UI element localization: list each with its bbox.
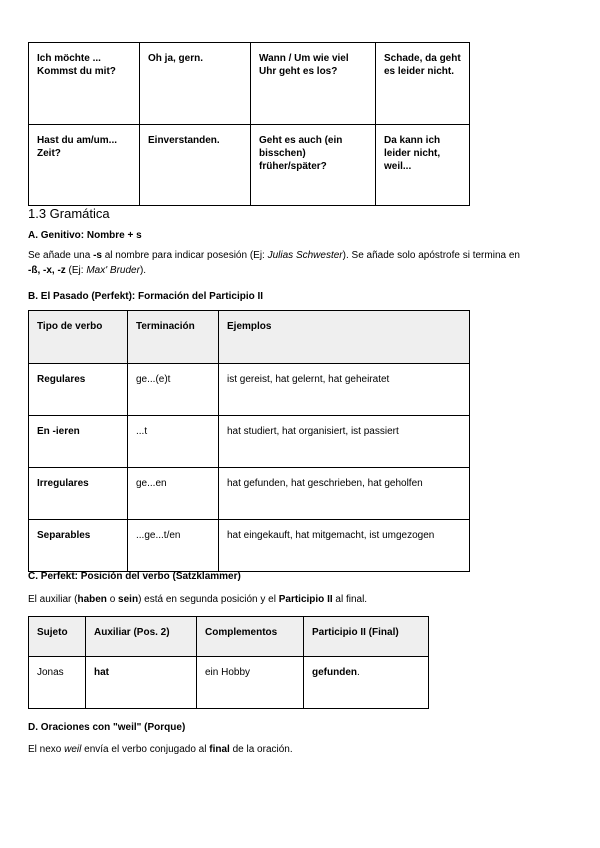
text-run: Julias Schwester [267, 250, 343, 261]
text-run: o [106, 594, 119, 605]
table-cell: ein Hobby [197, 657, 304, 709]
column-header: Tipo de verbo [29, 311, 128, 364]
text-run: al final. [332, 594, 368, 605]
text-run: Se añade una [28, 250, 94, 261]
table-row [29, 657, 429, 709]
table-row [29, 364, 470, 416]
table-cell [304, 657, 429, 709]
table-cell: Regulares [29, 364, 128, 416]
table-header-row [29, 617, 429, 657]
column-header: Sujeto [29, 617, 86, 657]
table-row [29, 43, 470, 125]
column-header: Terminación [128, 311, 219, 364]
pasado-heading: B. El Pasado (Perfekt): Formación del Participio II [28, 291, 264, 302]
table-row [29, 416, 470, 468]
text-run: -s [93, 250, 102, 261]
table-cell: ...t [128, 416, 219, 468]
text-run: El nexo [28, 744, 65, 755]
posicion-paragraph [28, 592, 548, 607]
satzklammer-table [28, 616, 429, 709]
text-run: ) está en segunda posición y el [138, 594, 279, 605]
text-run: (Ej: [65, 265, 87, 276]
genitive-paragraph [28, 248, 528, 278]
phrase-cell: Da kann ich leider nicht, weil... [376, 125, 470, 206]
text-run: Participio II [278, 594, 333, 605]
text-run: al nombre para indicar posesión (Ej: [101, 250, 268, 261]
table-cell: ge...en [128, 468, 219, 520]
table-cell: hat studiert, hat organisiert, ist passiert [219, 416, 470, 468]
text-run: ). [139, 265, 147, 276]
text-run: ). Se añade solo apóstrofe si termina en [342, 250, 520, 261]
text-run: envía el verbo conjugado al [81, 744, 210, 755]
phrase-cell: Hast du am/um... Zeit? [29, 125, 140, 206]
phrase-cell: Einverstanden. [140, 125, 251, 206]
column-header: Auxiliar (Pos. 2) [86, 617, 197, 657]
text-run: sein [118, 594, 139, 605]
genitive-heading: A. Genitivo: Nombre + s [28, 230, 142, 241]
weil-heading: D. Oraciones con "weil" (Porque) [28, 722, 186, 733]
text-run: gefunden [312, 667, 357, 678]
column-header: Ejemplos [219, 311, 470, 364]
text-run: El auxiliar ( [28, 594, 78, 605]
weil-paragraph [28, 742, 548, 757]
table-cell: ist gereist, hat gelernt, hat geheiratet [219, 364, 470, 416]
text-run: -ß, -x, -z [28, 265, 66, 276]
table-cell: ge...(e)t [128, 364, 219, 416]
text-run: de la oración. [229, 744, 293, 755]
table-cell: hat [86, 657, 197, 709]
text-run: weil [64, 744, 82, 755]
table-cell: Separables [29, 520, 128, 572]
text-run: Max' Bruder [86, 265, 140, 276]
text-run: haben [77, 594, 107, 605]
phrase-cell: Oh ja, gern. [140, 43, 251, 125]
table-header-row [29, 311, 470, 364]
table-row [29, 520, 470, 572]
table-cell: ...ge...t/en [128, 520, 219, 572]
table-row [29, 125, 470, 206]
pasado-table [28, 310, 470, 572]
table-cell: Jonas [29, 657, 86, 709]
table-row [29, 468, 470, 520]
text-run: . [357, 667, 360, 678]
section-title: 1.3 Gramática [28, 206, 110, 221]
column-header: Complementos [197, 617, 304, 657]
phrases-table [28, 42, 470, 206]
phrase-cell: Geht es auch (ein bisschen) früher/später? [251, 125, 376, 206]
table-cell: hat eingekauft, hat mitgemacht, ist umgezogen [219, 520, 470, 572]
text-run: final [209, 744, 230, 755]
phrase-cell: Wann / Um wie viel Uhr geht es los? [251, 43, 376, 125]
posicion-heading: C. Perfekt: Posición del verbo (Satzklammer) [28, 571, 241, 582]
table-cell: En -ieren [29, 416, 128, 468]
table-cell: Irregulares [29, 468, 128, 520]
column-header: Participio II (Final) [304, 617, 429, 657]
phrase-cell: Ich möchte ... Kommst du mit? [29, 43, 140, 125]
phrase-cell: Schade, da geht es leider nicht. [376, 43, 470, 125]
table-cell: hat gefunden, hat geschrieben, hat geholfen [219, 468, 470, 520]
